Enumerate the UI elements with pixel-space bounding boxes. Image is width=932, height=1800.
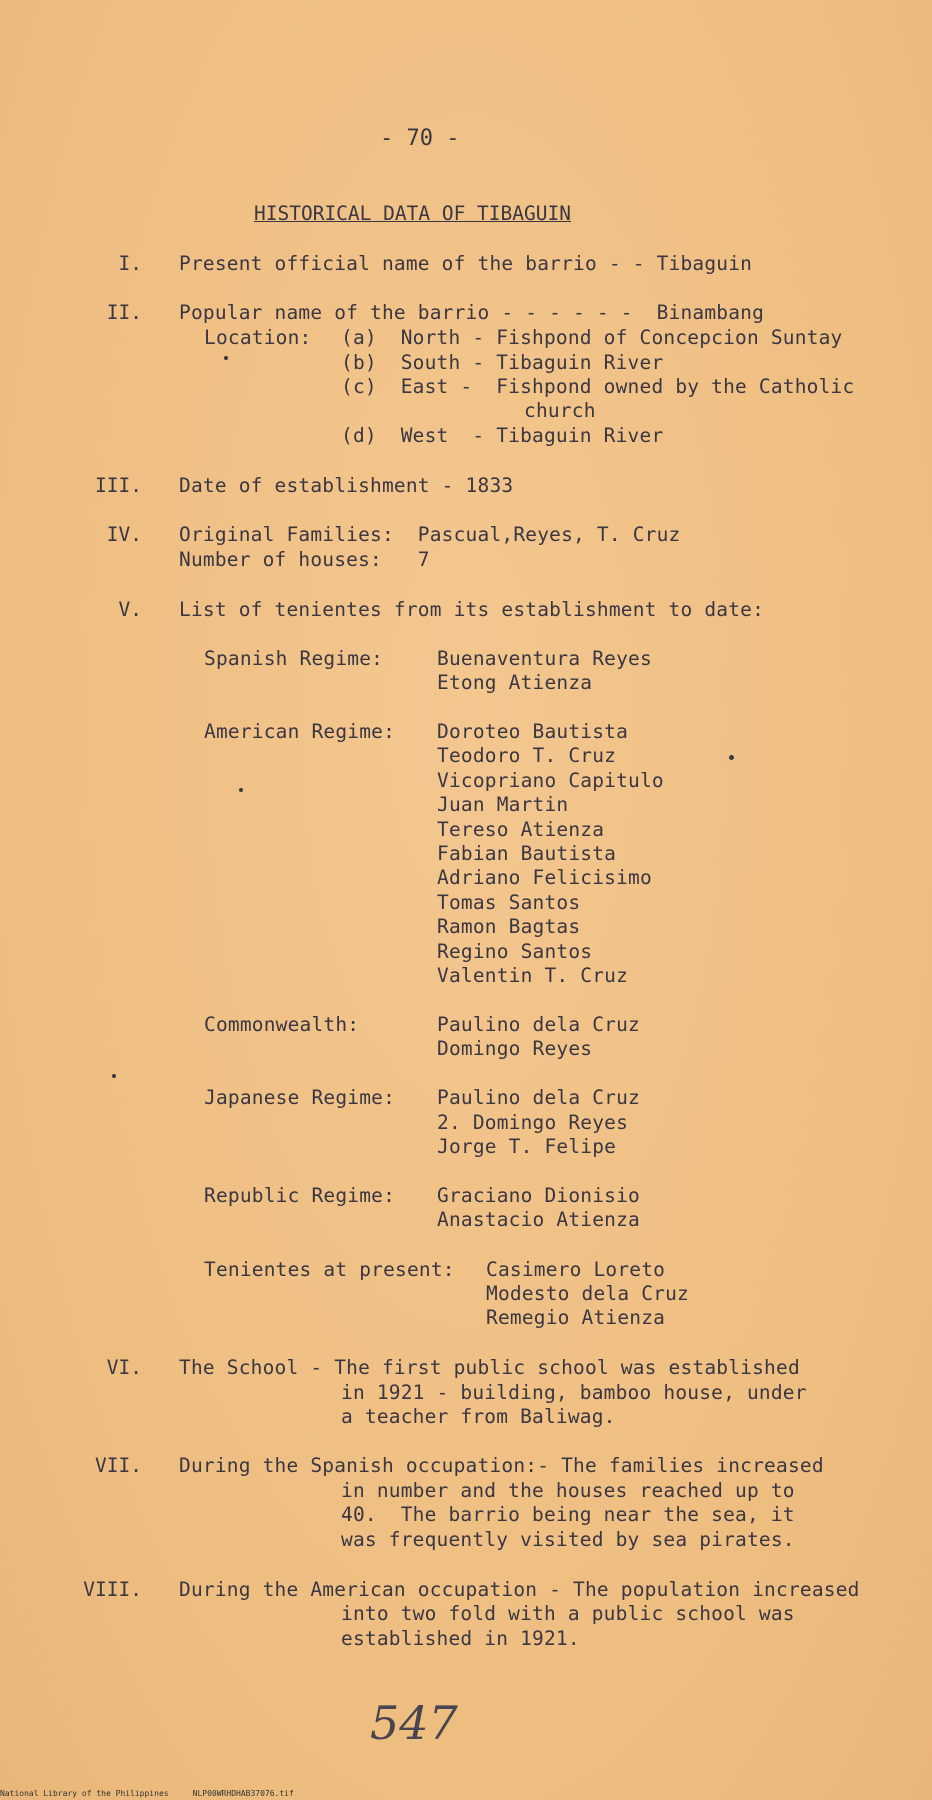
original-families: Original Families: Pascual,Reyes, T. Cruz (179, 523, 681, 546)
present-teniente-2: Modesto dela Cruz (486, 1282, 689, 1305)
commonwealth-teniente-1: Paulino dela Cruz (437, 1013, 640, 1036)
location-south: (b) South - Tibaguin River (341, 351, 664, 374)
republic-regime-label: Republic Regime: (204, 1184, 396, 1207)
section-2-popular-name: Popular name of the barrio - - - - - - Binambang (179, 301, 765, 324)
ink-speck (729, 755, 734, 760)
location-east: (c) East - Fishpond owned by the Catholic (341, 375, 855, 398)
section-4-number: IV. (106, 523, 142, 546)
section-7-line-3: 40. The barrio being near the sea, it (341, 1503, 795, 1526)
section-3-text: Date of establishment - 1833 (179, 474, 514, 497)
section-7-number: VII. (95, 1454, 142, 1477)
location-north: (a) North - Fishpond of Concepcion Suntay (341, 326, 843, 349)
section-6-line-2: in 1921 - building, bamboo house, under (341, 1381, 807, 1404)
section-7-line-1: During the Spanish occupation:- The families increased (179, 1454, 824, 1477)
location-east-cont: church (524, 399, 596, 422)
ink-speck (224, 356, 228, 360)
section-6-line-3: a teacher from Baliwag. (341, 1405, 616, 1428)
present-teniente-1: Casimero Loreto (486, 1258, 666, 1281)
japanese-regime-label: Japanese Regime: (204, 1086, 396, 1109)
section-1-text: Present official name of the barrio - - Tibaguin (179, 252, 753, 275)
location-west: (d) West - Tibaguin River (341, 424, 664, 447)
american-teniente-4: Juan Martin (437, 793, 569, 816)
spanish-regime-label: Spanish Regime: (204, 647, 384, 670)
handwritten-page-number: 547 (370, 1696, 458, 1750)
number-of-houses: Number of houses: 7 (179, 548, 430, 571)
japanese-teniente-1: Paulino dela Cruz (437, 1086, 640, 1109)
section-3-number: III. (95, 474, 142, 497)
page-number: - 70 - (380, 126, 460, 151)
section-8-line-1: During the American occupation - The population increased (179, 1578, 860, 1601)
section-1-number: I. (118, 252, 142, 275)
spanish-teniente-2: Etong Atienza (437, 671, 593, 694)
section-5-text: List of tenientes from its establishment to date: (179, 598, 765, 621)
section-8-line-2: into two fold with a public school was (341, 1602, 795, 1625)
american-teniente-8: Tomas Santos (437, 891, 581, 914)
section-2-number: II. (106, 301, 142, 324)
japanese-teniente-3: Jorge T. Felipe (437, 1135, 617, 1158)
section-5-number: V. (118, 598, 142, 621)
american-teniente-10: Regino Santos (437, 940, 593, 963)
section-8-number: VIII. (83, 1578, 142, 1601)
american-teniente-5: Tereso Atienza (437, 818, 605, 841)
document-title: HISTORICAL DATA OF TIBAGUIN (254, 202, 571, 225)
american-teniente-1: Doroteo Bautista (437, 720, 629, 743)
american-teniente-9: Ramon Bagtas (437, 915, 581, 938)
american-teniente-7: Adriano Felicisimo (437, 866, 652, 889)
section-7-line-4: was frequently visited by sea pirates. (341, 1528, 795, 1551)
republic-teniente-2: Anastacio Atienza (437, 1208, 640, 1231)
ink-speck (239, 788, 243, 792)
american-teniente-3: Vicopriano Capitulo (437, 769, 664, 792)
spanish-teniente-1: Buenaventura Reyes (437, 647, 652, 670)
section-8-line-3: established in 1921. (341, 1627, 580, 1650)
american-teniente-11: Valentin T. Cruz (437, 964, 629, 987)
ink-speck (112, 1074, 116, 1078)
republic-teniente-1: Graciano Dionisio (437, 1184, 640, 1207)
japanese-teniente-2: 2. Domingo Reyes (437, 1111, 629, 1134)
american-teniente-2: Teodoro T. Cruz (437, 744, 617, 767)
section-6-number: VI. (106, 1356, 142, 1379)
location-label: Location: (204, 326, 312, 349)
commonwealth-label: Commonwealth: (204, 1013, 360, 1036)
section-7-line-2: in number and the houses reached up to (341, 1479, 795, 1502)
archive-footer: National Library of the Philippines NLP00WRHDHAB37076.tif (0, 1789, 294, 1798)
section-6-line-1: The School - The first public school was established (179, 1356, 800, 1379)
present-tenientes-label: Tenientes at present: (204, 1258, 455, 1281)
commonwealth-teniente-2: Domingo Reyes (437, 1037, 593, 1060)
american-regime-label: American Regime: (204, 720, 396, 743)
american-teniente-6: Fabian Bautista (437, 842, 617, 865)
present-teniente-3: Remegio Atienza (486, 1306, 666, 1329)
